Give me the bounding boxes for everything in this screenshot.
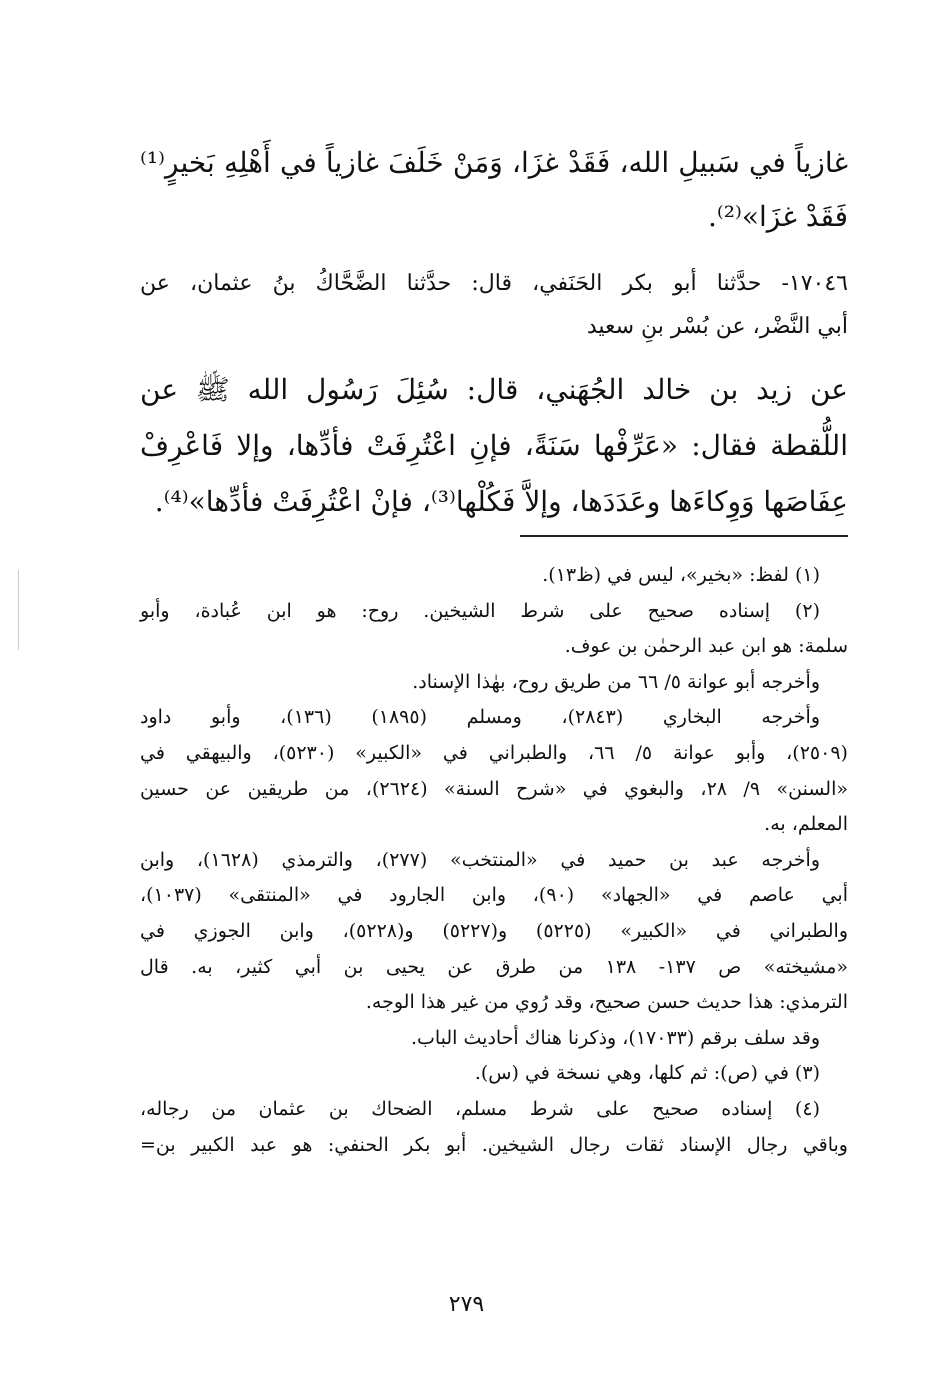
footnote-2-line: وأخرجه البخاري (٢٨٤٣)، ومسلم (١٨٩٥) (١٣٦)، وأبو داود	[140, 706, 820, 729]
footnote-2-line: «مشيخته» ص ١٣٧- ١٣٨ من طرق عن يحيى بن أبي كثير، به. قال	[140, 955, 849, 978]
isnad-line: أبي النَّضْر، عن بُسْر بنِ سعيد	[586, 314, 848, 339]
hadith-line: فَقَدْ غزَا»⁽²⁾.	[707, 200, 848, 233]
footnote-2-line: والطبراني في «الكبير» (٥٢٢٥) و(٥٢٢٧) و(٥٢٢٨)، وابن الجوزي في	[140, 919, 848, 942]
footnote-1: (١) لفظ: «بخير»، ليس في (ظ١٣).	[542, 564, 820, 586]
footnote-2-line: (٢٥٠٩)، وأبو عوانة ٥/ ٦٦، والطبراني في «الكبير» (٥٢٣٠)، والبيهقي في	[140, 741, 848, 764]
footnote-3: (٣) في (ص): ثم كلها، وهي نسخة في (س).	[474, 1062, 820, 1085]
footnote-2-line: أبي عاصم في «الجهاد» (٩٠)، وابن الجارود في «المنتقى» (١٠٣٧)،	[140, 884, 849, 907]
footnote-2-line: وأخرجه عبد بن حميد في «المنتخب» (٢٧٧)، والترمذي (١٦٢٨)، وابن	[140, 848, 821, 871]
matn-line: اللُّقطة فقال: «عَرِّفْها سَنَةً، فإنِ اعْتُرِفَتْ فأدِّها، وإلا فَاعْرِفْ	[140, 429, 848, 462]
footnote-separator	[520, 535, 848, 537]
hadith-continuation	[140, 136, 848, 244]
matn-line: عِفَاصَها وَوِكاءَها وعَدَدَها، وإلاَّ فَكُلْها⁽³⁾، فإنْ اعْتُرِفَتْ فأدِّها»⁽⁴⁾.	[154, 485, 848, 518]
page-number: ٢٧٩	[448, 1292, 485, 1317]
matn-line: عن زيد بن خالد الجُهَني، قال: سُئِلَ رَسُول الله ﷺ عن	[140, 373, 848, 406]
footnote-4-line: (٤) إسناده صحيح على شرط مسلم، الضحاك بن عثمان من رجاله،	[140, 1097, 820, 1120]
footnote-2-line: الترمذي: هذا حديث حسن صحيح، وقد رُوي من غير هذا الوجه.	[365, 991, 848, 1014]
hadith-isnad	[140, 262, 848, 348]
footnote-2-line: «السنن» ٩/ ٢٨، والبغوي في «شرح السنة» (٢٦٢٤)، من طريقين عن حسين	[140, 777, 848, 800]
footnote-2-line: (٢) إسناده صحيح على شرط الشيخين. روح: هو ابن عُبادة، وأبو	[140, 599, 820, 622]
footnote-2-line: المعلم، به.	[764, 813, 848, 836]
footnote-2-line: وقد سلف برقم (١٧٠٣٣)، وذكرنا هناك أحاديث الباب.	[410, 1026, 820, 1049]
hadith-matn	[140, 362, 848, 530]
margin-mark	[18, 570, 19, 650]
footnote-4-line: وباقي رجال الإسناد ثقات رجال الشيخين. أبو بكر الحنفي: هو عبد الكبير بن=	[140, 1133, 848, 1156]
hadith-line: غازياً في سَبيلِ الله، فَقَدْ غزَا، وَمَنْ خَلَفَ غازياً في أَهْلِهِ بَخيرٍ⁽¹⁾	[140, 146, 848, 179]
footnote-2-line: وأخرجه أبو عوانة ٥/ ٦٦ من طريق روح، بهٰذا الإسناد.	[412, 670, 820, 693]
footnote-2-line: سلمة: هو ابن عبد الرحمٰن بن عوف.	[564, 635, 848, 658]
footnotes	[140, 558, 848, 1163]
isnad-line: ١٧٠٤٦- حدَّثنا أبو بكر الحَنَفي، قال: حدَّثنا الضَّحَّاكُ بنُ عثمان، عن	[140, 271, 848, 296]
